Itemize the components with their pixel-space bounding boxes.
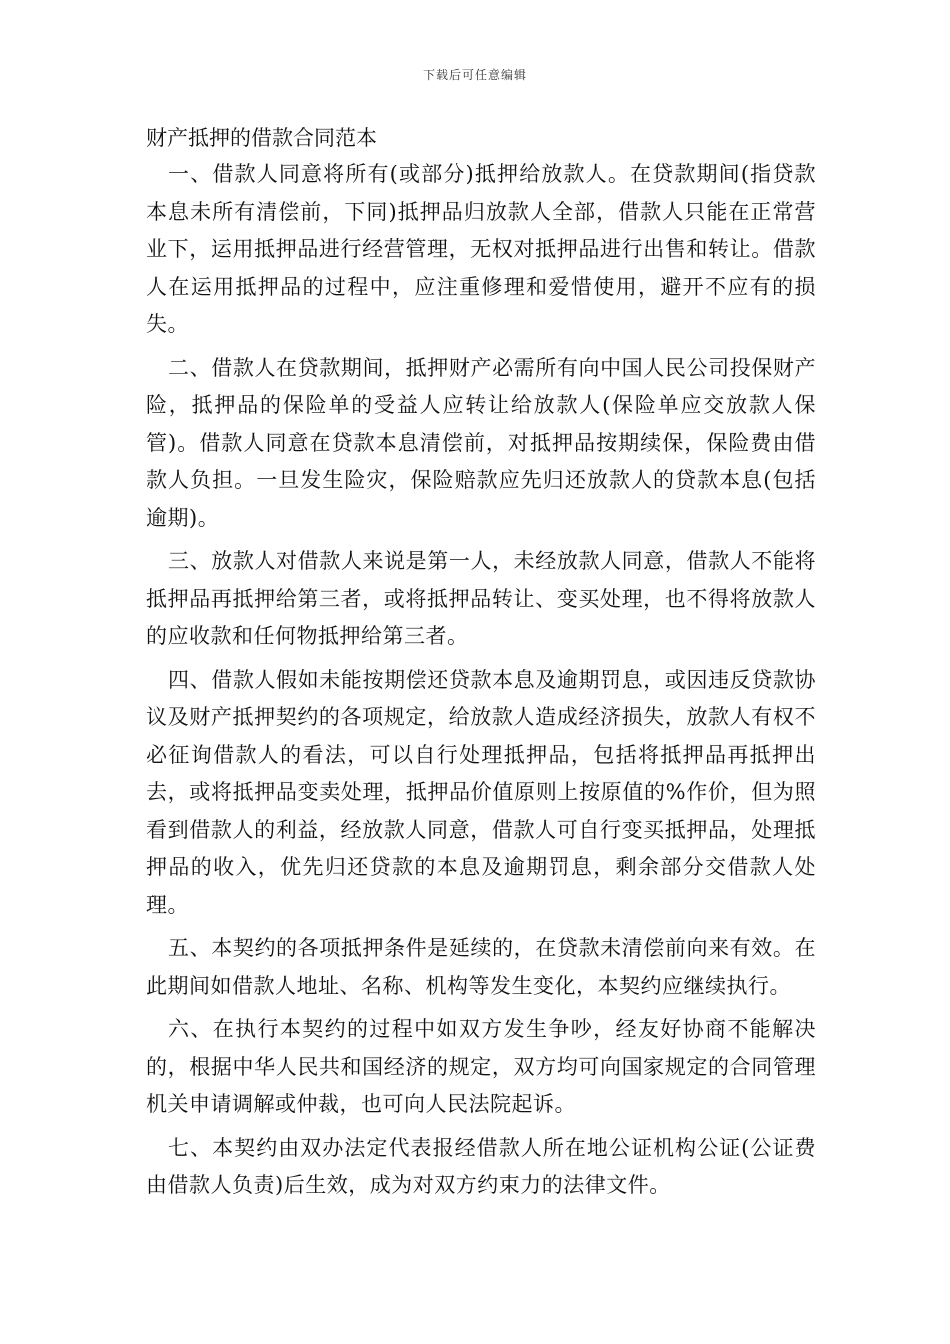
page-header-note: 下载后可任意编辑 [422, 68, 527, 82]
clause-2: 二、借款人在贷款期间，抵押财产必需所有向中国人民公司投保财产险，抵押品的保险单的受益人应转让给放款人(保险单应交放款人保管)。借款人同意在贷款本息清偿前，对抵押品按期续保，保险费由借款人负担。一旦发生险灾，保险赔款应先归还放款人的贷款本息(包括逾期)。 [146, 355, 816, 530]
document-body [146, 120, 816, 1211]
document-title: 财产抵押的借款合同范本 [146, 126, 377, 150]
clause-6: 六、在执行本契约的过程中如双方发生争吵，经友好协商不能解决的，根据中华人民共和国经济的规定，双方均可向国家规定的合同管理机关申请调解或仲裁，也可向人民法院起诉。 [146, 1017, 816, 1116]
clause-5: 五、本契约的各项抵押条件是延续的，在贷款未清偿前向来有效。在此期间如借款人地址、名称、机构等发生变化，本契约应继续执行。 [146, 936, 816, 998]
clause-3: 三、放款人对借款人来说是第一人，未经放款人同意，借款人不能将抵押品再抵押给第三者，或将抵押品转让、变买处理，也不得将放款人的应收款和任何物抵押给第三者。 [146, 549, 816, 648]
clause-7: 七、本契约由双办法定代表报经借款人所在地公证机构公证(公证费由借款人负责)后生效，成为对双方约束力的法律文件。 [146, 1135, 816, 1197]
clause-1: 一、借款人同意将所有(或部分)抵押给放款人。在贷款期间(指贷款本息未所有清偿前，下同)抵押品归放款人全部，借款人只能在正常营业下，运用抵押品进行经营管理，无权对抵押品进行出售和转让。借款人在运用抵押品的过程中，应注重修理和爱惜使用，避开不应有的损失。 [146, 162, 816, 336]
clause-4: 四、借款人假如未能按期偿还贷款本息及逾期罚息，或因违反贷款协议及财产抵押契约的各项规定，给放款人造成经济损失，放款人有权不必征询借款人的看法，可以自行处理抵押品，包括将抵押品再抵押出去，或将抵押品变卖处理，抵押品价值原则上按原值的%作价，但为照看到借款人的利益，经放款人同意，借款人可自行变买抵押品，处理抵押品的收入，优先归还贷款的本息及逾期罚息，剩余部分交借款人处理。 [146, 667, 816, 917]
